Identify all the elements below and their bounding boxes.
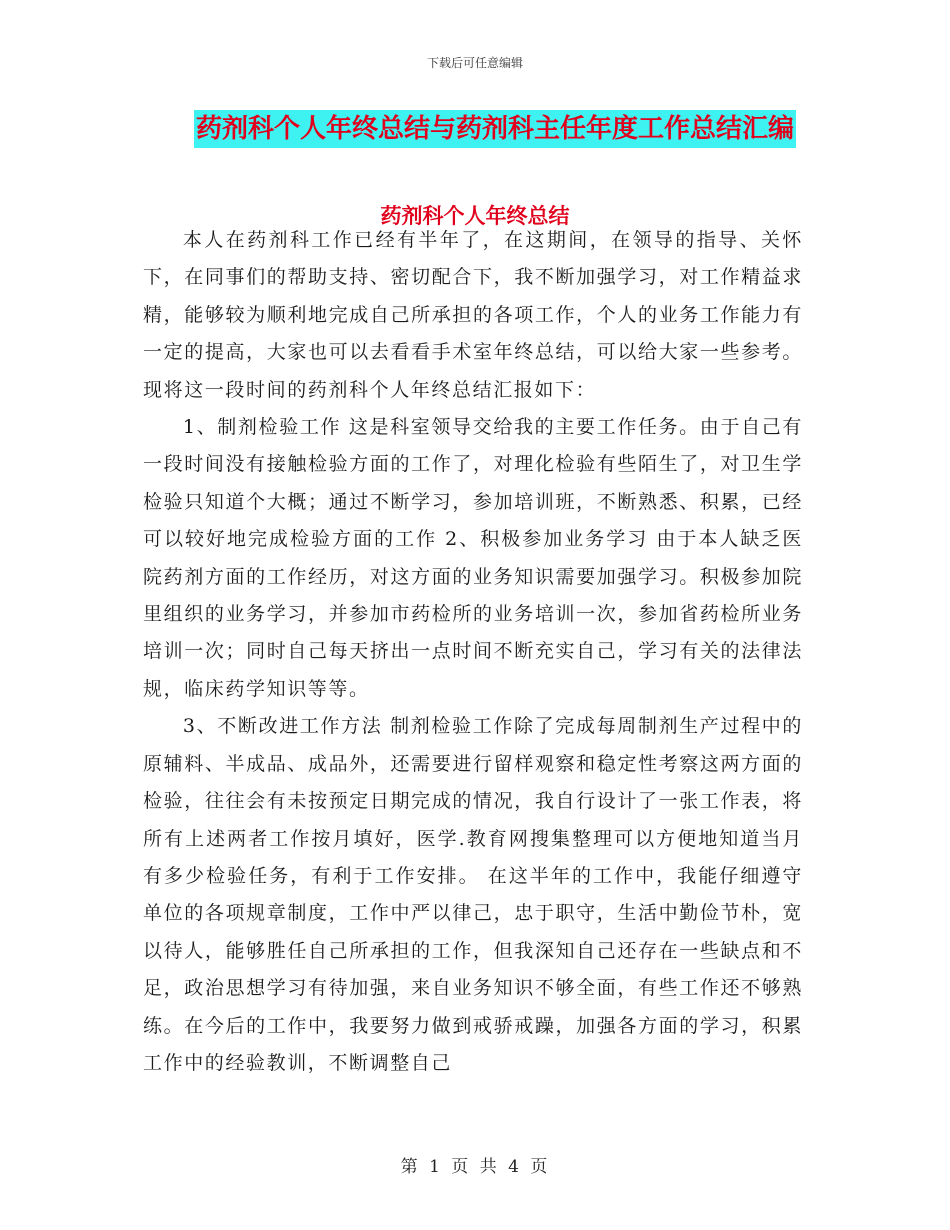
body-paragraph-2: 1、制剂检验工作 这是科室领导交给我的主要工作任务。由于自己有一段时间没有接触检验方面的工作了，对理化检验有些陌生了，对卫生学检验只知道个大概；通过不断学习，参加培训班，不断熟悉、积累，已经可以较好地完成检验方面的工作 2、积极参加业务学习 由于本人缺乏医院药剂方面的工作经历，对这方面的业务知识需要加强学习。积极参加院里组织的业务学习，并参加市药检所的业务培训一次，参加省药检所业务培训一次；同时自己每天挤出一点时间不断充实自己，学习有关的法律法规，临床药学知识等等。 <box>143 416 803 700</box>
section-title: 药剂科个人年终总结 <box>380 204 570 228</box>
document-title: 药剂科个人年终总结与药剂科主任年度工作总结汇编 <box>194 110 796 148</box>
body-paragraph-3: 3、不断改进工作方法 制剂检验工作除了完成每周制剂生产过程中的原辅料、半成品、成品外，还需要进行留样观察和稳定性考察这两方面的检验，往往会有未按预定日期完成的情况，我自行设计了一张工作表，将所有上述两者工作按月填好，医学.教育网搜集整理可以方便地知道当月有多少检验任务，有利于工作安排。 在这半年的工作中，我能仔细遵守单位的各项规章制度，工作中严以律己，忠于职守，生活中勤俭节朴，宽以待人，能够胜任自己所承担的工作，但我深知自己还存在一些缺点和不足，政治思想学习有待加强，来自业务知识不够全面，有些工作还不够熟练。在今后的工作中，我要努力做到戒骄戒躁，加强各方面的学习，积累工作中的经验教训，不断调整自己 <box>143 715 803 1074</box>
document-body <box>143 222 803 1082</box>
page-header: 下载后可任意编辑 <box>426 56 523 70</box>
document-title-container <box>0 110 950 148</box>
body-paragraph-1: 本人在药剂科工作已经有半年了，在这期间，在领导的指导、关怀下，在同事们的帮助支持、密切配合下，我不断加强学习，对工作精益求精，能够较为顺利地完成自己所承担的各项工作，个人的业务工作能力有一定的提高，大家也可以去看看手术室年终总结，可以给大家一些参考。现将这一段时间的药剂科个人年终总结汇报如下： <box>143 229 803 401</box>
page-footer: 第 1 页 共 4 页 <box>400 1157 550 1177</box>
